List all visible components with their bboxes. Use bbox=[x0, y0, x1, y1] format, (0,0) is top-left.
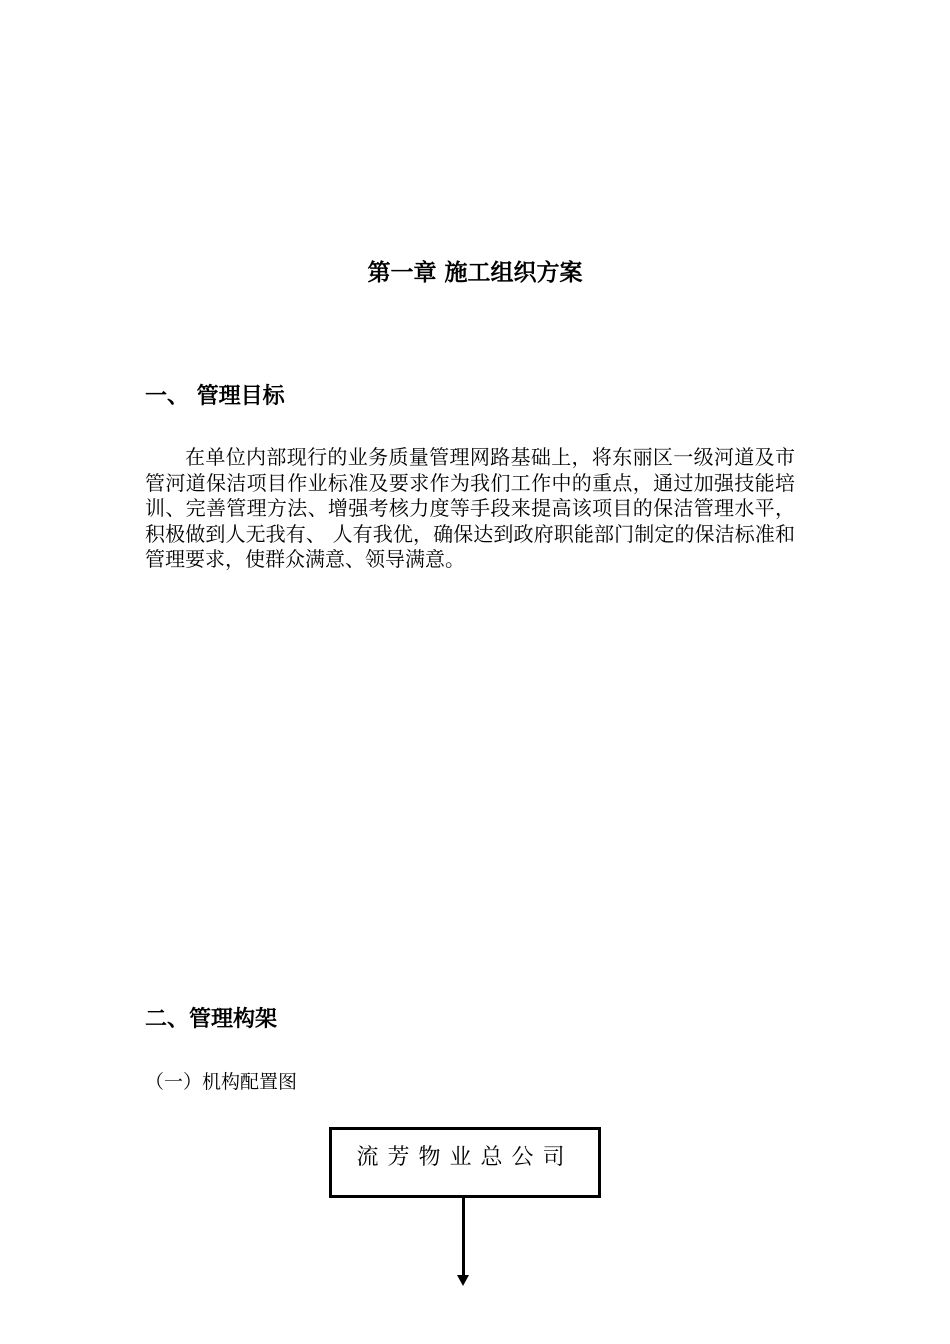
arrow-down-icon bbox=[457, 1275, 469, 1286]
section-heading-management-goals: 一、 管理目标 bbox=[145, 384, 285, 409]
management-goals-paragraph: 在单位内部现行的业务质量管理网路基础上，将东丽区一级河道及市管河道保洁项目作业标准及要求作为我们工作中的重点，通过加强技能培训、完善管理方法、增强考核力度等手段来提高该项目的保洁管理水平，积极做到人无我有、 人有我优，确保达到政府职能部门制定的保洁标准和管理要求，使群众满意、领导满意。 bbox=[145, 445, 795, 571]
org-chart-connector-line bbox=[462, 1195, 465, 1277]
org-chart-top-node bbox=[329, 1127, 601, 1198]
section-heading-management-structure: 二、管理构架 bbox=[145, 1007, 278, 1032]
org-chart-subheading: （一）机构配置图 bbox=[145, 1071, 298, 1093]
org-chart-top-node-label: 流芳物业总公司 bbox=[356, 1145, 574, 1170]
chapter-title: 第一章 施工组织方案 bbox=[367, 260, 583, 286]
